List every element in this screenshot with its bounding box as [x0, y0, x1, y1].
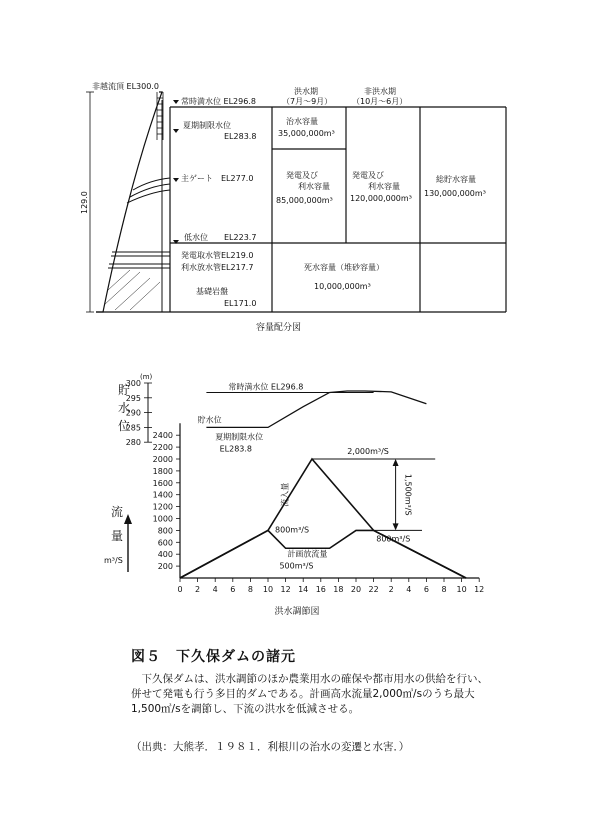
water-level-curve	[206, 391, 426, 427]
x-tick-label: 20	[350, 585, 362, 594]
summer-limit-el-label: EL283.8	[219, 444, 253, 454]
release-800-right-label: 800m³/S	[376, 534, 411, 544]
x-tick-label: 22	[368, 585, 379, 594]
x-tick-label: 4	[406, 585, 412, 594]
flow-arrow-head	[124, 514, 132, 524]
flow-tick-label: 2400	[152, 431, 173, 441]
cut-label: 1,500m³/S	[403, 473, 413, 516]
total-capacity-label: 総貯水容量	[436, 175, 476, 184]
nonflood-season-header: 非洪水期	[364, 87, 396, 96]
flow-title: 量	[111, 529, 124, 543]
water-level-title: 水	[118, 401, 131, 415]
nf-power-label-2: 利水容量	[368, 182, 400, 191]
crest-label: 非越流頂 EL300.0	[92, 82, 159, 91]
flood-control-chart	[104, 373, 484, 617]
summer-limit-label: 夏期制限水位	[183, 121, 231, 130]
flow-title: 流	[111, 505, 124, 519]
flow-tick-label: 2200	[152, 443, 173, 453]
dead-capacity-value: 10,000,000m³	[314, 282, 371, 291]
release-series-label: 計画放流量	[287, 549, 328, 559]
flood-capacity-label: 治水容量	[286, 117, 318, 126]
summer-limit-label: 夏期制限水位	[215, 432, 264, 442]
water-level-tick-label: 290	[125, 408, 141, 418]
nf-power-label-1: 発電及び	[352, 171, 384, 180]
water-level-unit: (m)	[140, 373, 153, 381]
main-gate-label: 主ゲート EL277.0	[181, 174, 254, 183]
figure-description-text: 下久保ダムは、洪水調節のほか農業用水の確保や都市用水の供給を行い、併せて発電も行う多目的ダムである。計画高水流量2,000㎥/sのうち最大1,500㎥/sを調節し、下流の洪水を低減させる。	[131, 673, 488, 715]
summer-limit-el: EL283.8	[224, 132, 257, 141]
capacity-labels	[80, 81, 486, 333]
flow-tick-label: 200	[157, 562, 173, 572]
intake-pipe-label: 発電取水管EL219.0	[181, 251, 254, 260]
flood-control-caption: 洪水調節図	[274, 607, 320, 617]
power-capacity-label-2: 利水容量	[298, 182, 330, 191]
power-capacity-label-1: 発電及び	[286, 171, 318, 180]
water-level-title: 貯	[118, 383, 131, 397]
release-pipe-label: 利水放水管EL217.7	[181, 263, 254, 272]
low-water-label: 低水位 EL223.7	[184, 233, 257, 242]
level-marker-summer	[173, 129, 179, 133]
flood-season-header: 洪水期	[294, 87, 318, 96]
flood-season-months: （7月～9月）	[282, 97, 333, 106]
level-marker-gate	[173, 178, 179, 182]
water-level-tick-label: 295	[125, 393, 141, 403]
water-level-title: 位	[118, 419, 131, 433]
flow-tick-label: 2000	[152, 455, 173, 464]
figure-title: 図５ 下久保ダムの諸元	[131, 649, 296, 665]
level-marker-normal	[173, 100, 179, 104]
x-tick-label: 6	[230, 585, 236, 594]
peak-inflow-label: 2,000m³/S	[347, 447, 389, 456]
x-tick-label: 6	[423, 585, 429, 594]
x-tick-label: 10	[262, 585, 274, 594]
flood-capacity-value: 35,000,000m³	[278, 129, 335, 138]
figure-description	[131, 672, 491, 717]
storage-level-label: 貯水位	[197, 415, 222, 425]
x-tick-label: 16	[315, 585, 326, 594]
gate-curve-3	[127, 190, 170, 203]
x-tick-label: 4	[212, 585, 218, 594]
x-tick-label: 8	[247, 585, 253, 594]
nonflood-season-months: （10月～6月）	[352, 97, 408, 106]
normal-full-label: 常時満水位 EL296.8	[228, 382, 304, 392]
figure-source: （出典：大熊孝．１９８１．利根川の治水の変遷と水害．）	[131, 741, 410, 753]
flow-tick-label: 1000	[152, 514, 173, 524]
x-tick-label: 12	[280, 585, 291, 594]
x-tick-label: 2	[388, 585, 394, 594]
x-tick-label: 10	[456, 585, 467, 594]
bedrock-el: EL171.0	[224, 299, 257, 308]
x-tick-label: 0	[177, 585, 183, 594]
x-tick-label: 18	[333, 585, 344, 594]
normal-full-label: 常時満水位 EL296.8	[181, 97, 256, 106]
flow-tick-label: 1400	[152, 490, 173, 500]
water-level-tick-label: 285	[125, 423, 141, 433]
x-tick-label: 12	[474, 585, 485, 594]
dead-capacity-label: 死水容量（堆砂容量）	[304, 263, 384, 272]
flow-tick-label: 400	[157, 550, 173, 560]
flow-tick-label: 800	[157, 526, 173, 536]
bedrock-label: 基礎岩盤	[196, 287, 228, 296]
x-tick-label: 8	[441, 585, 447, 594]
water-level-tick-label: 280	[125, 438, 141, 448]
height-label: 129.0	[80, 191, 89, 214]
nf-power-value: 120,000,000m³	[350, 194, 412, 203]
x-tick-label: 14	[298, 585, 309, 594]
flow-tick-label: 600	[157, 538, 173, 548]
water-level-tick-label: 300	[125, 379, 141, 388]
release-500-label: 500m³/S	[279, 561, 314, 571]
release-800-left-label: 800m³/S	[275, 525, 310, 535]
flow-tick-label: 1600	[152, 478, 173, 488]
inflow-line	[180, 459, 466, 578]
flow-tick-label: 1800	[152, 466, 173, 476]
power-capacity-value: 85,000,000m³	[276, 196, 333, 205]
inflow-series-label: 流入量	[280, 482, 290, 507]
cut-arrow-top	[393, 459, 399, 466]
total-capacity-value: 130,000,000m³	[424, 189, 486, 198]
capacity-caption: 容量配分図	[256, 323, 302, 333]
x-tick-label: 2	[195, 585, 201, 594]
flow-unit: m³/S	[104, 556, 123, 565]
flow-tick-label: 1200	[152, 502, 173, 512]
cut-arrow-bottom	[393, 523, 399, 530]
